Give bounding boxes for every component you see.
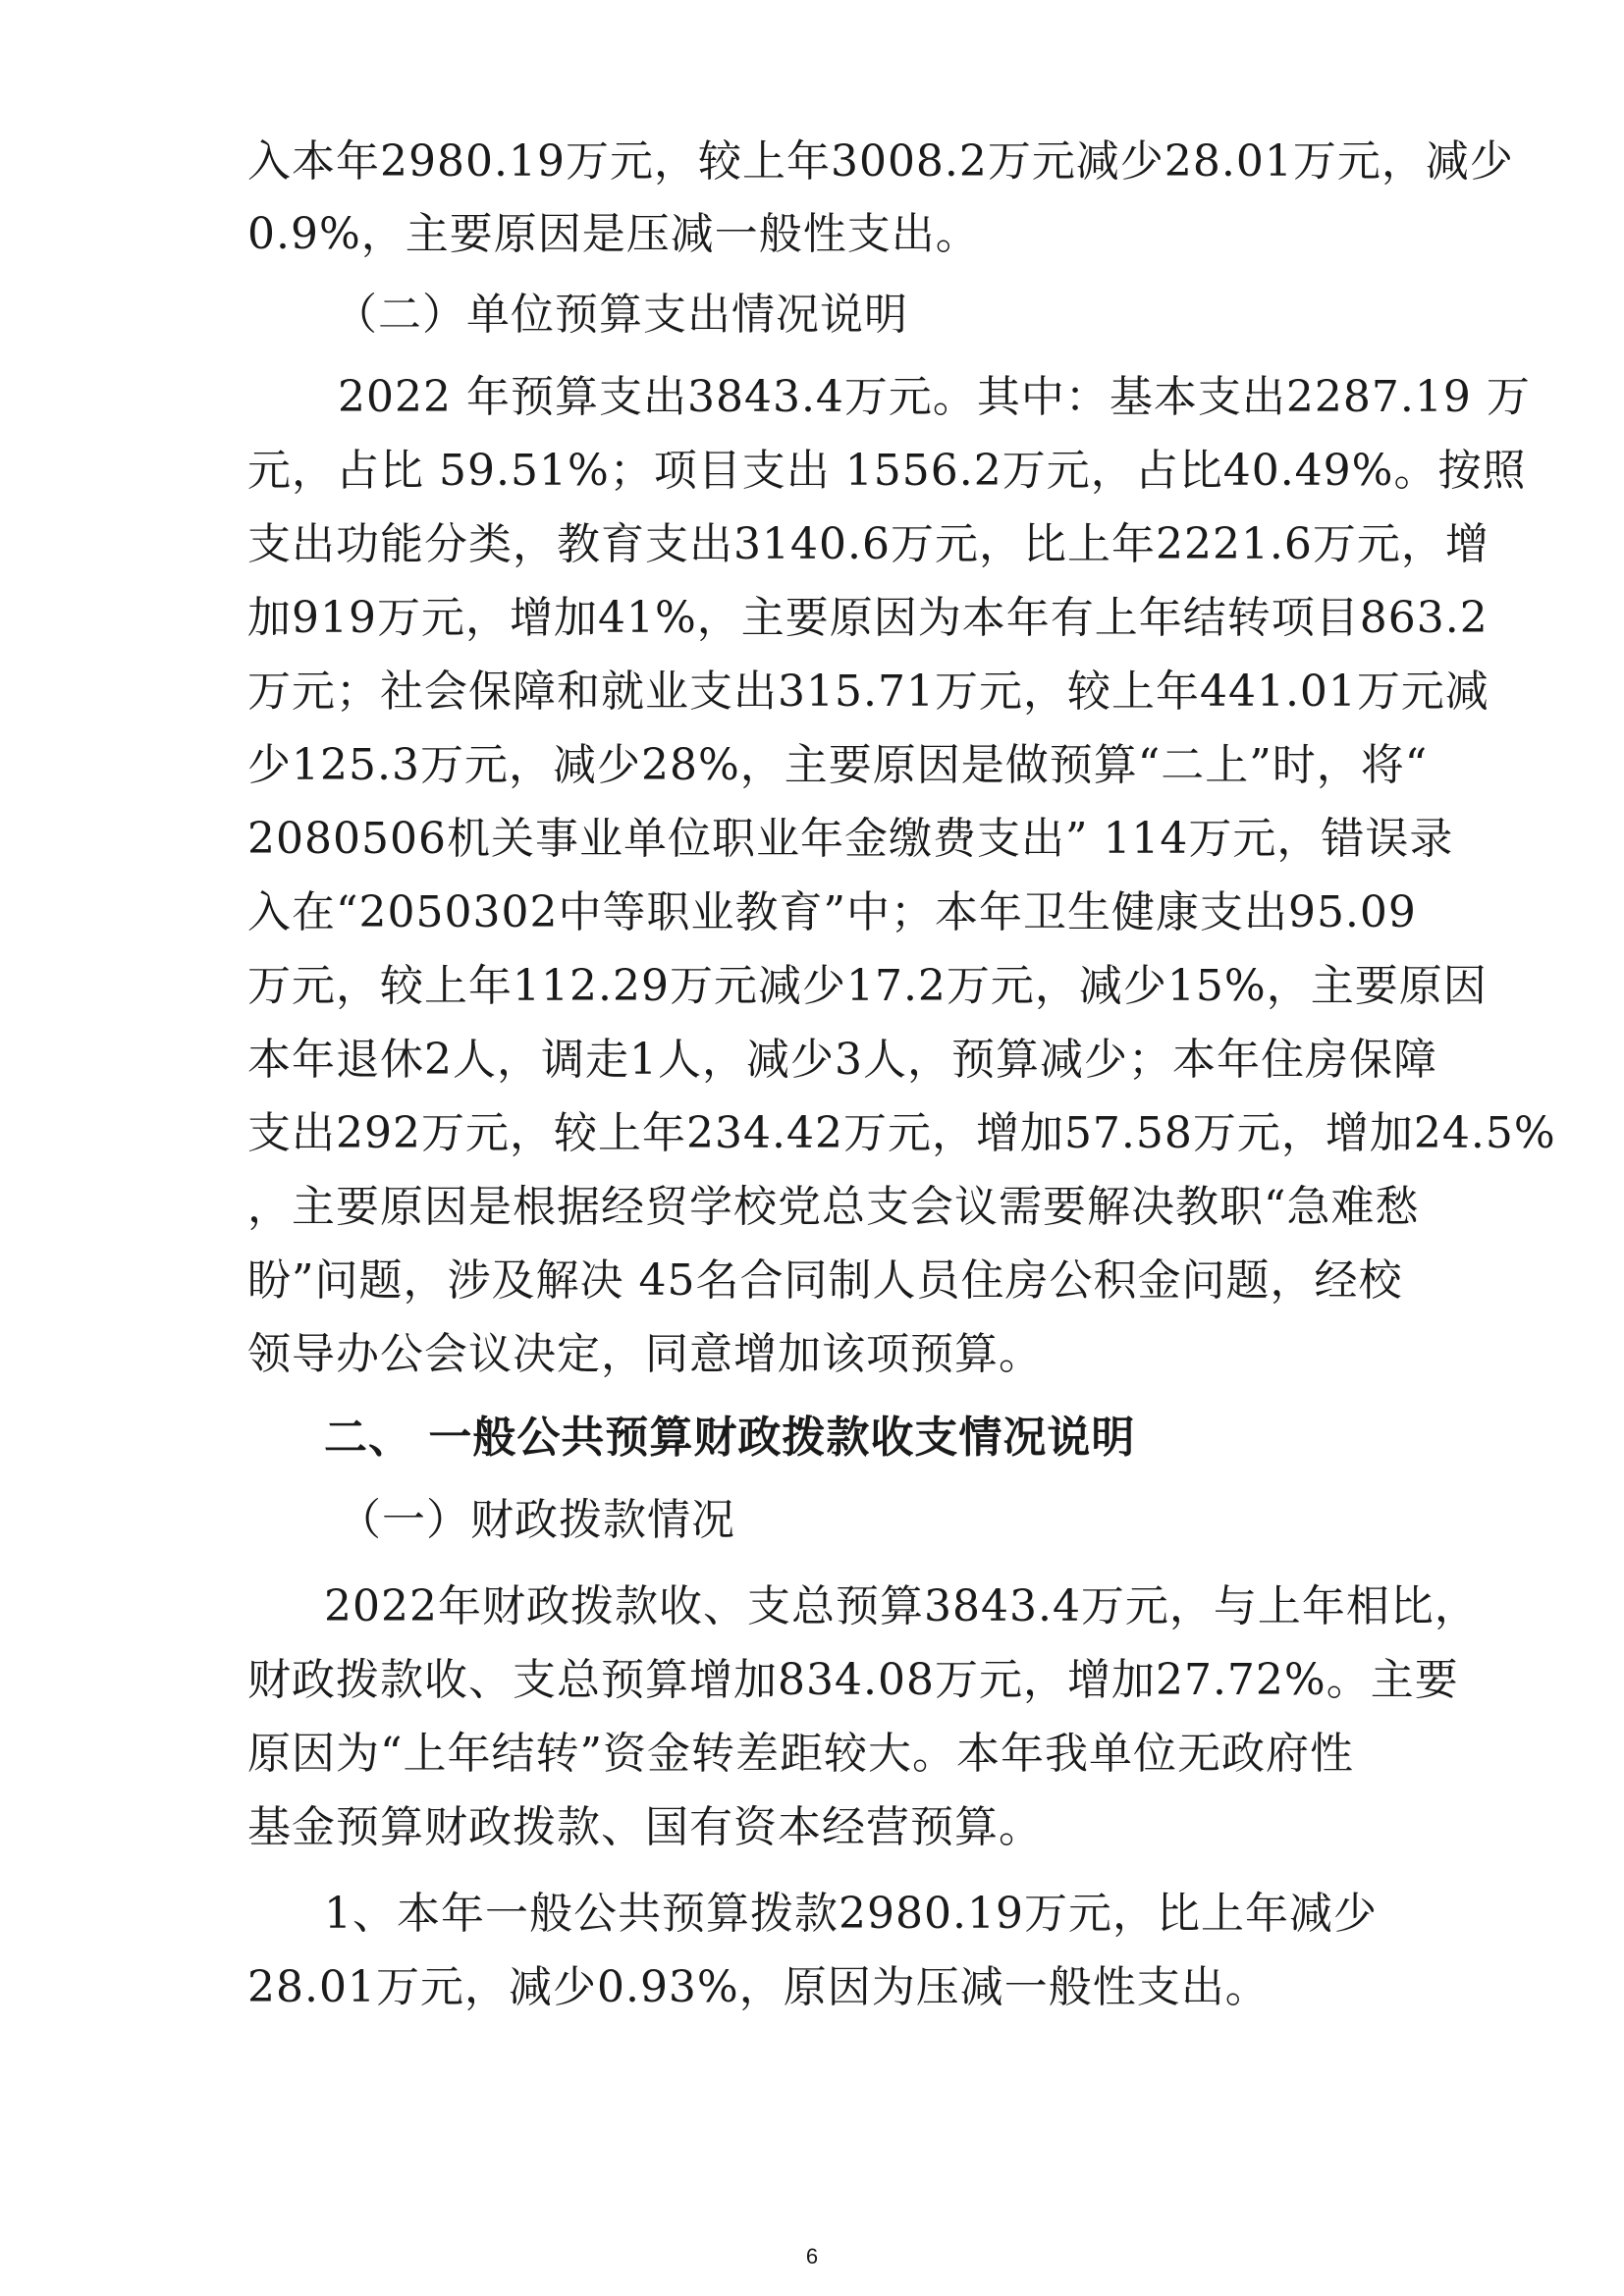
body-text-line: 万元，较上年112.29万元减少17.2万元，减少15%，主要原因 [247, 961, 1488, 1011]
body-text-line: 盼”问题，涉及解决 45名合同制人员住房公积金问题，经校 [247, 1255, 1403, 1306]
body-text-line: 基金预算财政拨款、国有资本经营预算。 [247, 1802, 1043, 1852]
body-text-line: 少125.3万元，减少28%，主要原因是做预算“二上”时，将“ [247, 740, 1429, 790]
body-text-line: 28.01万元，减少0.93%，原因为压减一般性支出。 [247, 1962, 1270, 2012]
body-text-line: 本年退休2人，调走1人，减少3人，预算减少；本年住房保障 [247, 1035, 1437, 1085]
section-subheading: （一）财政拨款情况 [338, 1495, 735, 1545]
section-subheading: （二）单位预算支出情况说明 [334, 290, 908, 340]
body-text-line: 支出292万元，较上年234.42万元，增加57.58万元，增加24.5% [247, 1108, 1556, 1158]
body-text-line: 财政拨款收、支总预算增加834.08万元，增加27.72%。主要 [247, 1655, 1459, 1705]
body-text-line: 领导办公会议决定，同意增加该项预算。 [247, 1329, 1043, 1379]
body-text-line: 入在“2050302中等职业教育”中；本年卫生健康支出95.09 [247, 887, 1417, 937]
body-text-line: 万元；社会保障和就业支出315.71万元，较上年441.01万元减 [247, 667, 1489, 717]
body-text-line: 元，占比 59.51%；项目支出 1556.2万元，占比40.49%。按照 [247, 446, 1527, 496]
body-text-line: 2080506机关事业单位职业年金缴费支出” 114万元，错误录 [247, 814, 1454, 864]
body-text-line: 1、本年一般公共预算拨款2980.19万元，比上年减少 [324, 1889, 1378, 1939]
body-text-line: 支出功能分类，教育支出3140.6万元，比上年2221.6万元，增 [247, 519, 1489, 569]
section-heading: 二、 一般公共预算财政拨款收支情况说明 [324, 1413, 1136, 1463]
body-text-line: 2022 年预算支出3843.4万元。其中：基本支出2287.19 万 [338, 372, 1531, 422]
body-text-line: 2022年财政拨款收、支总预算3843.4万元，与上年相比， [324, 1581, 1479, 1631]
body-text-line: 入本年2980.19万元，较上年3008.2万元减少28.01万元，减少 [247, 136, 1514, 187]
body-text-line: ，主要原因是根据经贸学校党总支会议需要解决教职“急难愁 [247, 1182, 1420, 1232]
page-number: 6 [805, 2244, 819, 2269]
body-text-line: 0.9%，主要原因是压减一般性支出。 [247, 209, 980, 259]
body-text-line: 加919万元，增加41%，主要原因为本年有上年结转项目863.2 [247, 593, 1489, 643]
body-text-line: 原因为“上年结转”资金转差距较大。本年我单位无政府性 [247, 1729, 1354, 1779]
